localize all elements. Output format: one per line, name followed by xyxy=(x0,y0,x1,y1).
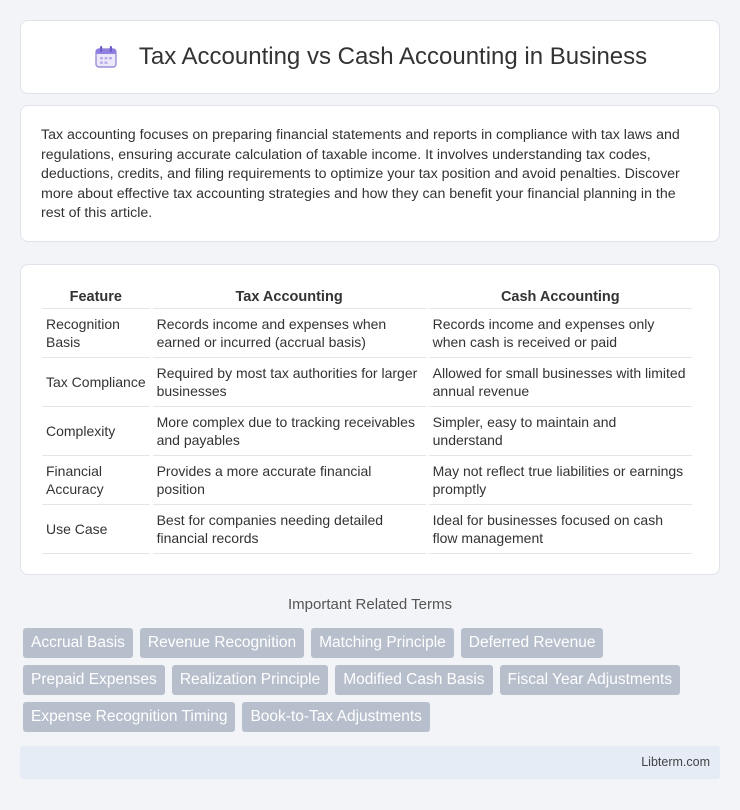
table-cell-cash: Records income and expenses only when cash is received or paid xyxy=(429,309,692,358)
footer-site-link[interactable]: Libterm.com xyxy=(641,755,710,769)
table-cell-cash: Ideal for businesses focused on cash flow management xyxy=(429,505,692,554)
tag-accrual-basis[interactable]: Accrual Basis xyxy=(23,628,133,658)
tag-fiscal-year-adjustments[interactable]: Fiscal Year Adjustments xyxy=(500,665,681,695)
table-cell-feature: Complexity xyxy=(42,407,150,456)
table-header-row xyxy=(42,285,692,309)
calendar-icon xyxy=(93,44,119,70)
comparison-table-card xyxy=(20,264,720,575)
related-terms-list xyxy=(23,628,723,732)
intro-paragraph: Tax accounting focuses on preparing financial statements and reports in compliance with tax laws and regulations, ensuring accurate calculation of taxable income. It involves understanding tax codes, deductions, credits, and filing requirements to optimize your tax position and avoid penalties. Discover more about effective tax accounting strategies and how they can benefit your financial planning in the rest of this article. xyxy=(41,127,680,222)
tag-modified-cash-basis[interactable]: Modified Cash Basis xyxy=(335,665,492,695)
tag-expense-recognition-timing[interactable]: Expense Recognition Timing xyxy=(23,702,235,732)
table-cell-tax: Provides a more accurate financial position xyxy=(153,456,426,505)
tag-revenue-recognition[interactable]: Revenue Recognition xyxy=(140,628,304,658)
table-row xyxy=(42,407,692,456)
table-cell-feature: Recognition Basis xyxy=(42,309,150,358)
header-card xyxy=(20,20,720,94)
comparison-table xyxy=(39,285,695,554)
footer xyxy=(20,746,720,779)
tag-matching-principle[interactable]: Matching Principle xyxy=(311,628,454,658)
tag-realization-principle[interactable]: Realization Principle xyxy=(172,665,328,695)
tag-prepaid-expenses[interactable]: Prepaid Expenses xyxy=(23,665,165,695)
table-cell-feature: Tax Compliance xyxy=(42,358,150,407)
table-cell-cash: May not reflect true liabilities or earnings promptly xyxy=(429,456,692,505)
related-terms-heading: Important Related Terms xyxy=(288,596,452,613)
table-cell-tax: Best for companies needing detailed financial records xyxy=(153,505,426,554)
tag-deferred-revenue[interactable]: Deferred Revenue xyxy=(461,628,604,658)
tag-book-to-tax-adjustments[interactable]: Book-to-Tax Adjustments xyxy=(242,702,429,732)
table-row xyxy=(42,358,692,407)
column-header-feature: Feature xyxy=(42,285,150,309)
table-cell-tax: Records income and expenses when earned or incurred (accrual basis) xyxy=(153,309,426,358)
table-cell-cash: Allowed for small businesses with limited annual revenue xyxy=(429,358,692,407)
table-row xyxy=(42,505,692,554)
table-cell-feature: Use Case xyxy=(42,505,150,554)
page-title: Tax Accounting vs Cash Accounting in Business xyxy=(138,43,648,70)
table-row xyxy=(42,309,692,358)
column-header-tax-accounting: Tax Accounting xyxy=(153,285,426,309)
table-cell-feature: Financial Accuracy xyxy=(42,456,150,505)
table-cell-cash: Simpler, easy to maintain and understand xyxy=(429,407,692,456)
intro-card xyxy=(20,105,720,242)
column-header-cash-accounting: Cash Accounting xyxy=(429,285,692,309)
table-row xyxy=(42,456,692,505)
table-cell-tax: More complex due to tracking receivables and payables xyxy=(153,407,426,456)
table-cell-tax: Required by most tax authorities for larger businesses xyxy=(153,358,426,407)
